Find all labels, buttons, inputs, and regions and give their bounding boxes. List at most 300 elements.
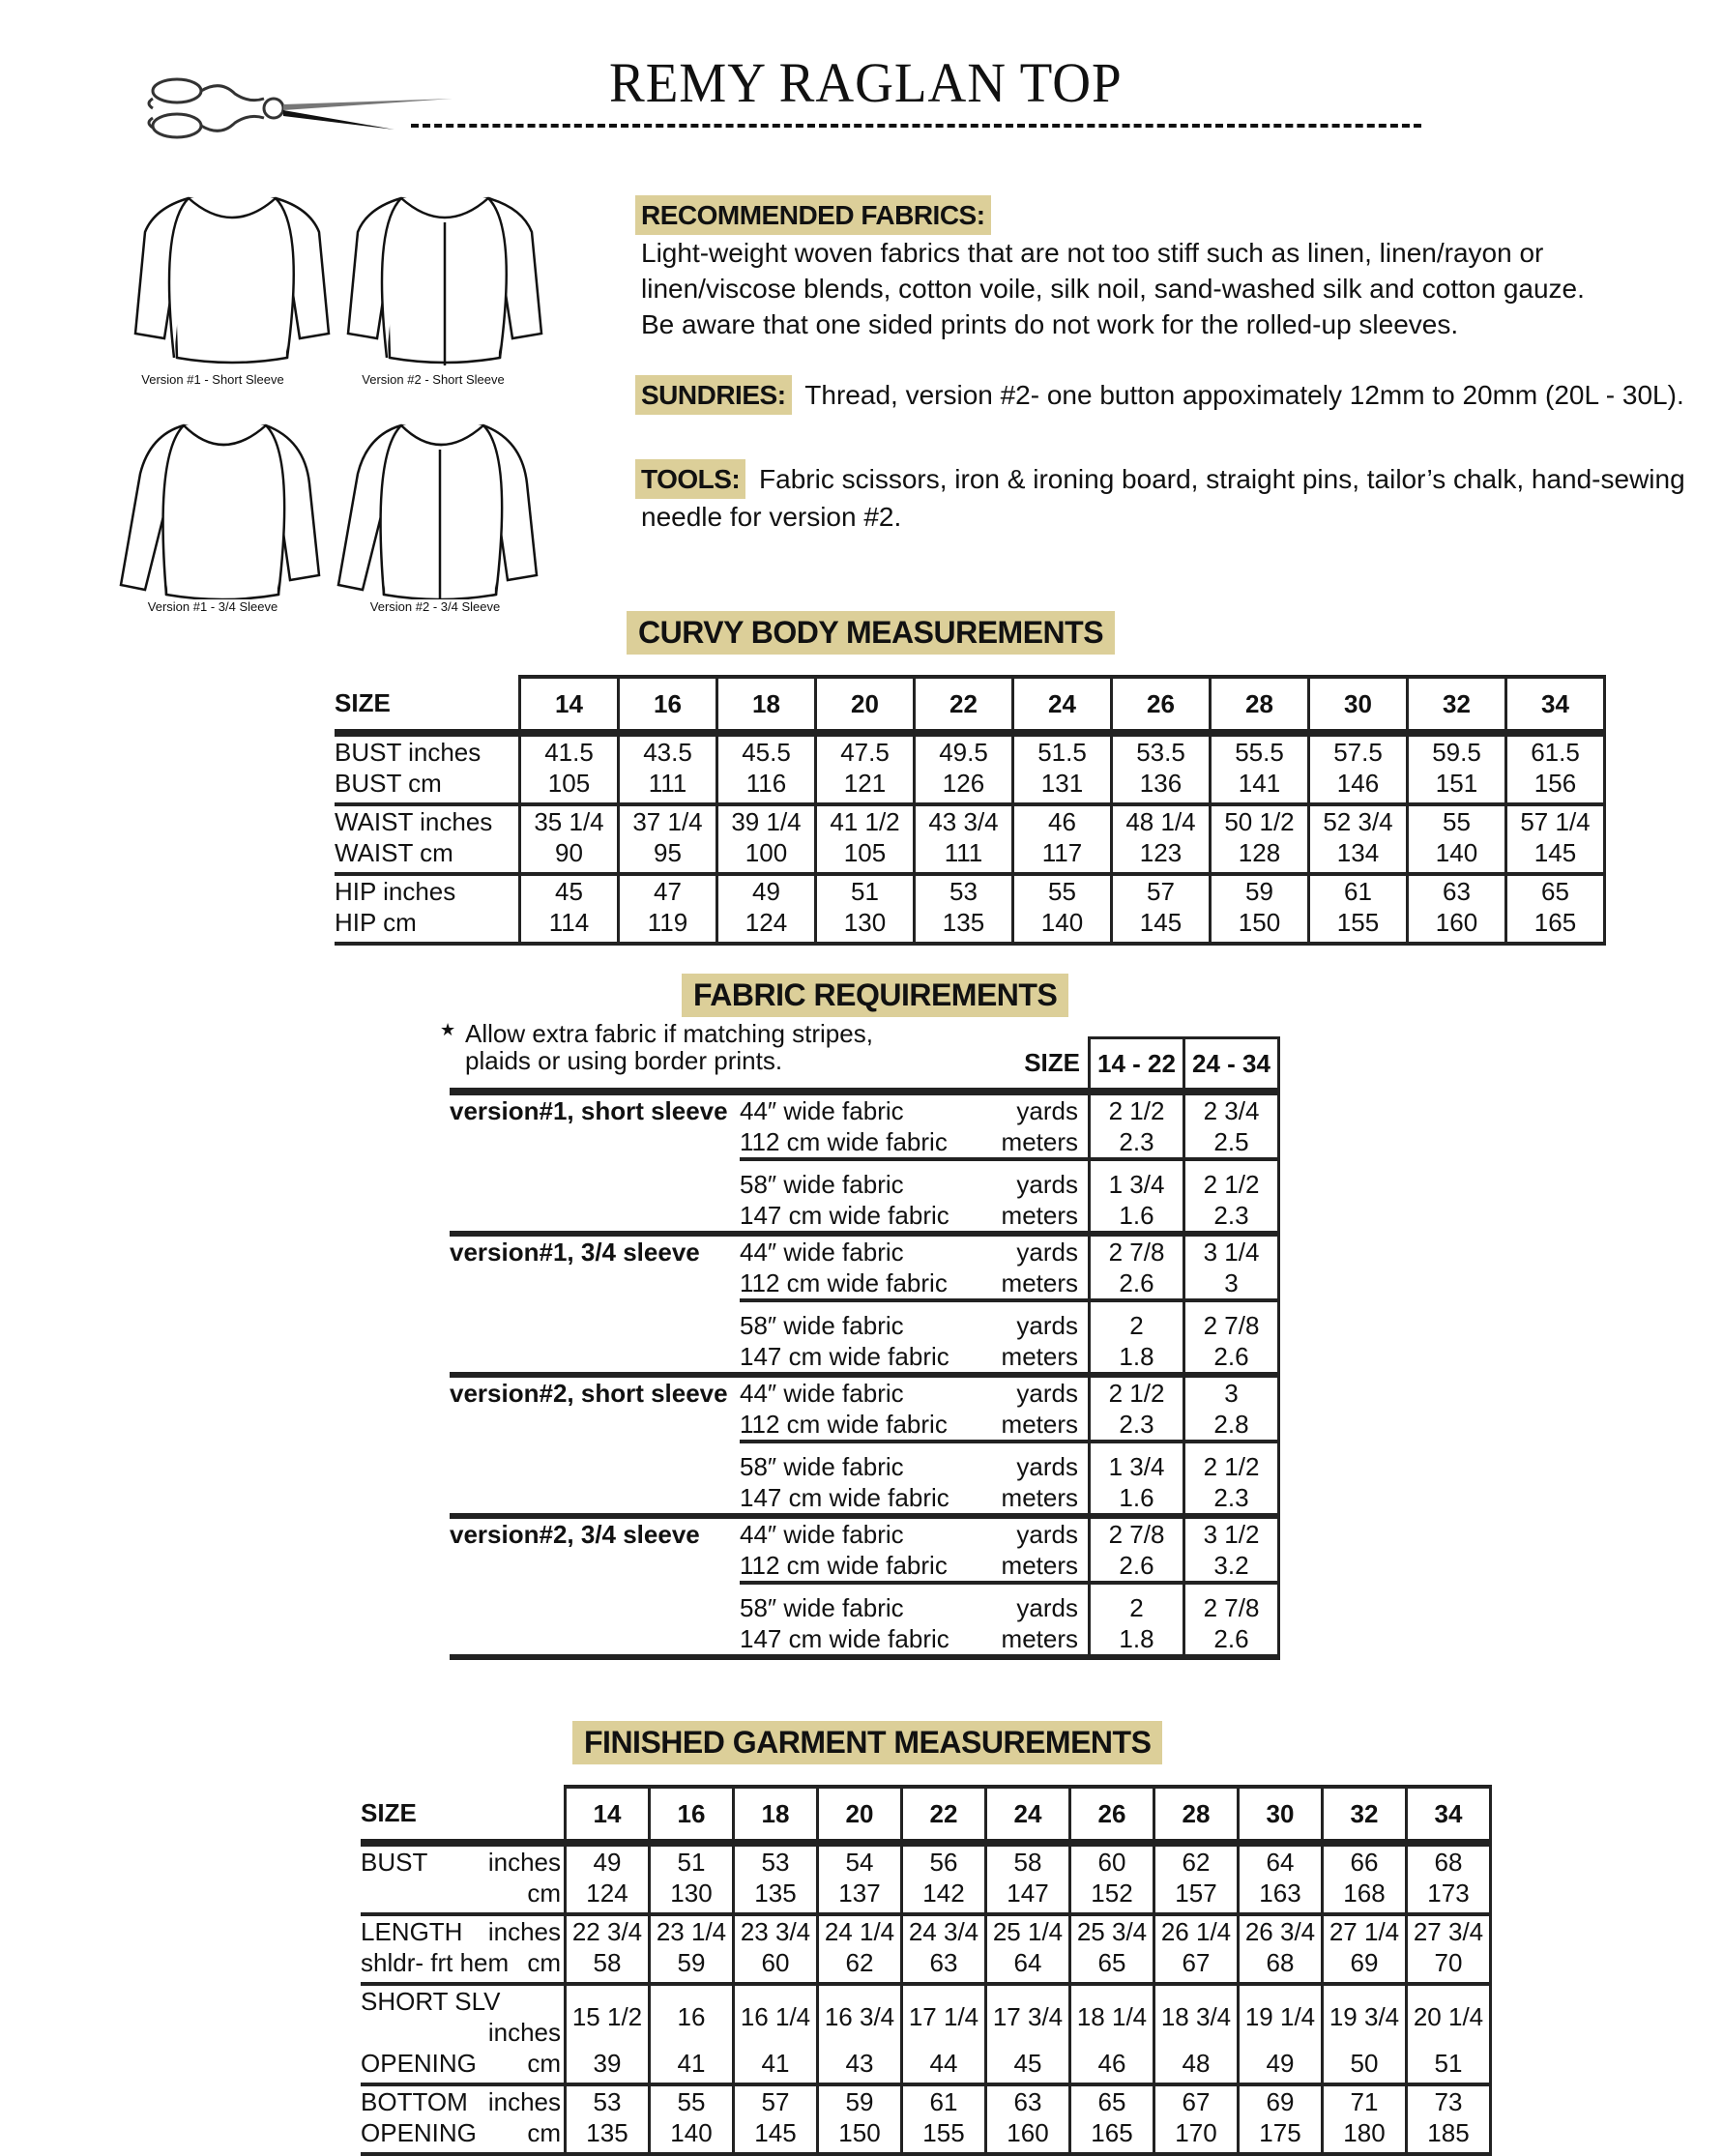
row-label: WAIST cm xyxy=(335,837,520,874)
value-cell: 73 xyxy=(1407,2084,1491,2117)
value-cell: 60 xyxy=(1070,1843,1154,1878)
value-cell: 59.5 xyxy=(1408,733,1506,768)
value-cell: 46 xyxy=(1070,2048,1154,2084)
value-cell: 44 xyxy=(902,2048,986,2084)
value-cell: 65 xyxy=(1070,1947,1154,1984)
row-unit: inches xyxy=(487,2087,561,2116)
value-cell: 18 1/4 xyxy=(1070,1984,1154,2048)
value-cell: 57 xyxy=(734,2084,818,2117)
unit: meters xyxy=(972,1550,1090,1583)
size-cell: 26 xyxy=(1070,1787,1154,1843)
value-cell: 160 xyxy=(1408,907,1506,944)
value-cell: 90 xyxy=(520,837,619,874)
table-row xyxy=(361,1843,1491,1878)
size-label: SIZE xyxy=(361,1798,417,1827)
value-cell: 145 xyxy=(734,2117,818,2154)
table-row xyxy=(450,1310,1279,1341)
sundries-section xyxy=(635,375,1684,415)
value-cell: 2 7/8 xyxy=(1184,1310,1279,1341)
value-cell: 124 xyxy=(566,1878,650,1914)
size-header-row xyxy=(335,677,1605,733)
size-cell: 20 xyxy=(818,1787,902,1843)
table-row xyxy=(450,1092,1279,1126)
value-cell: 130 xyxy=(816,907,915,944)
recommended-fabrics-section xyxy=(635,195,1585,342)
row-unit: cm xyxy=(527,2049,561,2078)
unit: yards xyxy=(1016,1170,1078,1199)
tools-label: TOOLS: xyxy=(635,459,745,499)
value-cell: 46 xyxy=(1013,804,1112,837)
value-cell: 1.6 xyxy=(1090,1482,1184,1516)
table-row xyxy=(335,804,1605,837)
value-cell: 63 xyxy=(1408,874,1506,907)
version-label xyxy=(450,1550,740,1583)
value-cell: 2.5 xyxy=(1184,1126,1279,1159)
value-cell: 43 3/4 xyxy=(915,804,1013,837)
value-cell: 180 xyxy=(1323,2117,1407,2154)
value-cell: 151 xyxy=(1408,768,1506,804)
value-cell: 2.3 xyxy=(1090,1409,1184,1442)
row-label xyxy=(361,1947,566,1984)
value-cell: 70 xyxy=(1407,1947,1491,1984)
table-row xyxy=(450,1375,1279,1409)
fabric-width: 44″ wide fabric xyxy=(740,1379,904,1408)
value-cell: 26 1/4 xyxy=(1154,1914,1239,1947)
size-cell: 16 xyxy=(650,1787,734,1843)
value-cell: 49.5 xyxy=(915,733,1013,768)
value-cell: 45 xyxy=(520,874,619,907)
unit: meters xyxy=(972,1482,1090,1516)
value-cell: 35 1/4 xyxy=(520,804,619,837)
row-label xyxy=(361,1914,566,1947)
value-cell: 185 xyxy=(1407,2117,1491,2154)
table-row xyxy=(361,2084,1491,2117)
value-cell: 165 xyxy=(1070,2117,1154,2154)
row-name: OPENING xyxy=(361,2049,477,2078)
value-cell: 135 xyxy=(915,907,1013,944)
version-label xyxy=(450,1341,740,1375)
value-cell: 18 3/4 xyxy=(1154,1984,1239,2048)
value-cell: 58 xyxy=(986,1843,1070,1878)
row-unit: inches xyxy=(487,2018,561,2047)
value-cell: 57 xyxy=(1112,874,1211,907)
value-cell: 47 xyxy=(619,874,717,907)
value-cell: 126 xyxy=(915,768,1013,804)
value-cell: 140 xyxy=(650,2117,734,2154)
value-cell: 135 xyxy=(734,1878,818,1914)
fabric-width: 112 cm wide fabric xyxy=(740,1550,972,1583)
fabric-width: 147 cm wide fabric xyxy=(740,1623,972,1657)
value-cell: 55 xyxy=(1408,804,1506,837)
value-cell: 111 xyxy=(619,768,717,804)
value-cell: 26 3/4 xyxy=(1239,1914,1323,1947)
value-cell: 63 xyxy=(902,1947,986,1984)
value-cell: 146 xyxy=(1309,768,1408,804)
value-cell: 111 xyxy=(915,837,1013,874)
finished-garment-table xyxy=(361,1785,1492,2156)
fabric-width: 58″ wide fabric xyxy=(740,1593,904,1622)
text-line: Light-weight woven fabrics that are not too stiff such as linen, linen/rayon or xyxy=(641,238,1544,268)
unit: meters xyxy=(972,1341,1090,1375)
table-row xyxy=(450,1451,1279,1482)
illustration-v2-short-sleeve xyxy=(343,189,546,372)
value-cell: 55 xyxy=(1013,874,1112,907)
fabric-header-row xyxy=(450,1038,1279,1093)
size-cell: 18 xyxy=(717,677,816,733)
value-cell: 157 xyxy=(1154,1878,1239,1914)
value-cell: 64 xyxy=(1239,1843,1323,1878)
value-cell: 53.5 xyxy=(1112,733,1211,768)
fabric-width: 58″ wide fabric xyxy=(740,1311,904,1340)
value-cell: 51 xyxy=(650,1843,734,1878)
value-cell: 61 xyxy=(1309,874,1408,907)
fabric-width: 147 cm wide fabric xyxy=(740,1200,972,1234)
sundries-text: Thread, version #2- one button appoximately 12mm to 20mm (20L - 30L). xyxy=(804,380,1684,410)
fabric-width: 44″ wide fabric xyxy=(740,1238,904,1267)
dashed-divider xyxy=(411,124,1421,128)
value-cell: 1 3/4 xyxy=(1090,1169,1184,1200)
row-unit: inches xyxy=(487,1848,561,1877)
value-cell: 48 xyxy=(1154,2048,1239,2084)
value-cell: 105 xyxy=(816,837,915,874)
value-cell: 25 3/4 xyxy=(1070,1914,1154,1947)
size-cell: 22 xyxy=(915,677,1013,733)
row-label xyxy=(361,2117,566,2154)
scissors-icon xyxy=(143,70,462,152)
row-label: WAIST inches xyxy=(335,807,493,836)
value-cell: 135 xyxy=(566,2117,650,2154)
value-cell: 124 xyxy=(717,907,816,944)
illustration-v1-three-quarter-sleeve xyxy=(116,416,329,604)
version-label: version#1, 3/4 sleeve xyxy=(450,1238,700,1267)
value-cell: 39 xyxy=(566,2048,650,2084)
size-cell: 32 xyxy=(1323,1787,1407,1843)
value-cell: 25 1/4 xyxy=(986,1914,1070,1947)
value-cell: 59 xyxy=(650,1947,734,1984)
value-cell: 119 xyxy=(619,907,717,944)
row-name: LENGTH xyxy=(361,1917,463,1946)
value-cell: 3 xyxy=(1184,1375,1279,1409)
value-cell: 43 xyxy=(818,2048,902,2084)
row-unit: cm xyxy=(527,1948,561,1977)
value-cell: 43.5 xyxy=(619,733,717,768)
value-cell: 2 1/2 xyxy=(1090,1092,1184,1126)
value-cell: 37 1/4 xyxy=(619,804,717,837)
value-cell: 2.6 xyxy=(1090,1267,1184,1300)
table-row xyxy=(450,1341,1279,1375)
value-cell: 170 xyxy=(1154,2117,1239,2154)
value-cell: 53 xyxy=(915,874,1013,907)
value-cell: 50 1/2 xyxy=(1211,804,1309,837)
version-label xyxy=(450,1169,740,1200)
value-cell: 2.3 xyxy=(1090,1126,1184,1159)
value-cell: 142 xyxy=(902,1878,986,1914)
version-label: version#2, short sleeve xyxy=(450,1379,728,1408)
value-cell: 140 xyxy=(1408,837,1506,874)
unit: meters xyxy=(972,1623,1090,1657)
table-row xyxy=(335,733,1605,768)
fabric-requirements-table xyxy=(450,1036,1280,1660)
size-cell: 34 xyxy=(1506,677,1605,733)
table-row xyxy=(450,1550,1279,1583)
size-cell: 24 xyxy=(1013,677,1112,733)
row-label: HIP inches xyxy=(335,877,456,906)
spacer-row xyxy=(450,1300,1279,1310)
spacer-row xyxy=(450,1159,1279,1169)
caption: Version #2 - Short Sleeve xyxy=(362,372,505,387)
value-cell: 2 7/8 xyxy=(1184,1592,1279,1623)
illustration-v1-short-sleeve xyxy=(131,189,334,372)
value-cell: 61 xyxy=(902,2084,986,2117)
curvy-section-title: CURVY BODY MEASUREMENTS xyxy=(627,611,1115,655)
value-cell: 2.6 xyxy=(1184,1341,1279,1375)
value-cell: 150 xyxy=(1211,907,1309,944)
version-label xyxy=(450,1451,740,1482)
value-cell: 69 xyxy=(1323,1947,1407,1984)
unit: meters xyxy=(972,1200,1090,1234)
size-cell: 34 xyxy=(1407,1787,1491,1843)
value-cell: 168 xyxy=(1323,1878,1407,1914)
value-cell: 137 xyxy=(818,1878,902,1914)
value-cell: 163 xyxy=(1239,1878,1323,1914)
fabric-width: 112 cm wide fabric xyxy=(740,1409,972,1442)
size-label: SIZE xyxy=(1024,1048,1080,1078)
table-row xyxy=(361,1914,1491,1947)
size-header-row xyxy=(361,1787,1491,1843)
value-cell: 59 xyxy=(818,2084,902,2117)
row-unit: inches xyxy=(487,1917,561,1946)
row-label: HIP cm xyxy=(335,907,520,944)
value-cell: 69 xyxy=(1239,2084,1323,2117)
table-row xyxy=(450,1623,1279,1657)
value-cell: 62 xyxy=(818,1947,902,1984)
tools-text-cont: needle for version #2. xyxy=(641,502,902,532)
size-cell: 32 xyxy=(1408,677,1506,733)
value-cell: 64 xyxy=(986,1947,1070,1984)
size-cell: 14 xyxy=(566,1787,650,1843)
value-cell: 123 xyxy=(1112,837,1211,874)
value-cell: 57.5 xyxy=(1309,733,1408,768)
value-cell: 1.8 xyxy=(1090,1341,1184,1375)
version-label xyxy=(450,1267,740,1300)
recommended-fabrics-label: RECOMMENDED FABRICS: xyxy=(635,195,991,235)
row-unit: cm xyxy=(527,1879,561,1908)
table-row xyxy=(450,1234,1279,1267)
value-cell: 100 xyxy=(717,837,816,874)
table-row xyxy=(361,1878,1491,1914)
value-cell: 45.5 xyxy=(717,733,816,768)
value-cell: 131 xyxy=(1013,768,1112,804)
version-label: version#2, 3/4 sleeve xyxy=(450,1520,700,1549)
value-cell: 41.5 xyxy=(520,733,619,768)
row-name: shldr- frt hem xyxy=(361,1948,510,1977)
value-cell: 15 1/2 xyxy=(566,1984,650,2048)
version-label xyxy=(450,1310,740,1341)
value-cell: 68 xyxy=(1407,1843,1491,1878)
version-label: version#1, short sleeve xyxy=(450,1096,728,1125)
row-label xyxy=(361,1843,566,1878)
value-cell: 116 xyxy=(717,768,816,804)
text-line: linen/viscose blends, cotton voile, silk noil, sand-washed silk and cotton gauze. xyxy=(641,274,1585,304)
value-cell: 140 xyxy=(1013,907,1112,944)
unit: yards xyxy=(1016,1379,1078,1408)
table-row xyxy=(450,1516,1279,1550)
value-cell: 57 1/4 xyxy=(1506,804,1605,837)
caption: Version #1 - Short Sleeve xyxy=(141,372,284,387)
unit: yards xyxy=(1016,1520,1078,1549)
unit: yards xyxy=(1016,1311,1078,1340)
row-label: BUST cm xyxy=(335,768,520,804)
value-cell: 145 xyxy=(1112,907,1211,944)
value-cell: 2.3 xyxy=(1184,1200,1279,1234)
table-row xyxy=(361,2117,1491,2154)
size-label: SIZE xyxy=(335,688,391,717)
value-cell: 17 3/4 xyxy=(986,1984,1070,2048)
value-cell: 62 xyxy=(1154,1843,1239,1878)
value-cell: 175 xyxy=(1239,2117,1323,2154)
table-row xyxy=(450,1482,1279,1516)
value-cell: 23 1/4 xyxy=(650,1914,734,1947)
sundries-label: SUNDRIES: xyxy=(635,375,792,415)
caption: Version #2 - 3/4 Sleeve xyxy=(369,599,501,614)
table-row xyxy=(361,1984,1491,2048)
value-cell: 49 xyxy=(717,874,816,907)
unit: yards xyxy=(1016,1593,1078,1622)
table-row xyxy=(361,2048,1491,2084)
value-cell: 51 xyxy=(816,874,915,907)
value-cell: 156 xyxy=(1506,768,1605,804)
value-cell: 2 7/8 xyxy=(1090,1516,1184,1550)
fabric-width: 112 cm wide fabric xyxy=(740,1267,972,1300)
value-cell: 39 1/4 xyxy=(717,804,816,837)
size-cell: 20 xyxy=(816,677,915,733)
caption: Version #1 - 3/4 Sleeve xyxy=(147,599,278,614)
size-cell: 30 xyxy=(1309,677,1408,733)
unit: yards xyxy=(1016,1096,1078,1125)
value-cell: 41 xyxy=(734,2048,818,2084)
table-row xyxy=(450,1409,1279,1442)
row-label xyxy=(361,2048,566,2084)
table-row xyxy=(335,874,1605,907)
value-cell: 2.6 xyxy=(1090,1550,1184,1583)
fabric-width: 58″ wide fabric xyxy=(740,1452,904,1481)
fabric-width: 58″ wide fabric xyxy=(740,1170,904,1199)
version-label xyxy=(450,1126,740,1159)
spacer-row xyxy=(450,1583,1279,1592)
table-row xyxy=(450,1200,1279,1234)
value-cell: 66 xyxy=(1323,1843,1407,1878)
table-row xyxy=(450,1267,1279,1300)
value-cell: 27 3/4 xyxy=(1407,1914,1491,1947)
value-cell: 134 xyxy=(1309,837,1408,874)
value-cell: 173 xyxy=(1407,1878,1491,1914)
version-label xyxy=(450,1623,740,1657)
value-cell: 55.5 xyxy=(1211,733,1309,768)
size-cell: 22 xyxy=(902,1787,986,1843)
unit: meters xyxy=(972,1409,1090,1442)
value-cell: 3 1/4 xyxy=(1184,1234,1279,1267)
size-cell: 16 xyxy=(619,677,717,733)
size-cell: 24 xyxy=(986,1787,1070,1843)
value-cell: 117 xyxy=(1013,837,1112,874)
value-cell: 23 3/4 xyxy=(734,1914,818,1947)
table-row xyxy=(450,1592,1279,1623)
fabric-section-title: FABRIC REQUIREMENTS xyxy=(682,974,1068,1017)
value-cell: 19 3/4 xyxy=(1323,1984,1407,2048)
row-label: BUST inches xyxy=(335,738,482,767)
version-label xyxy=(450,1592,740,1623)
value-cell: 56 xyxy=(902,1843,986,1878)
note-line: Allow extra fabric if matching stripes, xyxy=(465,1019,873,1048)
value-cell: 41 xyxy=(650,2048,734,2084)
row-unit: cm xyxy=(527,2118,561,2147)
table-row xyxy=(335,837,1605,874)
value-cell: 130 xyxy=(650,1878,734,1914)
size-cell: 26 xyxy=(1112,677,1211,733)
value-cell: 155 xyxy=(902,2117,986,2154)
value-cell: 68 xyxy=(1239,1947,1323,1984)
star-icon: ★ xyxy=(440,1020,456,1039)
value-cell: 54 xyxy=(818,1843,902,1878)
value-cell: 3.2 xyxy=(1184,1550,1279,1583)
value-cell: 3 xyxy=(1184,1267,1279,1300)
value-cell: 2 1/2 xyxy=(1184,1451,1279,1482)
fabric-width: 44″ wide fabric xyxy=(740,1096,904,1125)
value-cell: 71 xyxy=(1323,2084,1407,2117)
fabric-width: 147 cm wide fabric xyxy=(740,1341,972,1375)
value-cell: 16 1/4 xyxy=(734,1984,818,2048)
version-label xyxy=(450,1200,740,1234)
value-cell: 20 1/4 xyxy=(1407,1984,1491,2048)
fabric-width: 147 cm wide fabric xyxy=(740,1482,972,1516)
version-label xyxy=(450,1482,740,1516)
spacer-row xyxy=(450,1442,1279,1451)
row-label xyxy=(361,1984,566,2048)
size-cell: 28 xyxy=(1211,677,1309,733)
value-cell: 95 xyxy=(619,837,717,874)
value-cell: 22 3/4 xyxy=(566,1914,650,1947)
value-cell: 147 xyxy=(986,1878,1070,1914)
value-cell: 136 xyxy=(1112,768,1211,804)
value-cell: 59 xyxy=(1211,874,1309,907)
size-cell: 18 xyxy=(734,1787,818,1843)
value-cell: 160 xyxy=(986,2117,1070,2154)
value-cell: 2 3/4 xyxy=(1184,1092,1279,1126)
unit: meters xyxy=(972,1126,1090,1159)
value-cell: 145 xyxy=(1506,837,1605,874)
finished-section-title: FINISHED GARMENT MEASUREMENTS xyxy=(572,1721,1162,1764)
value-cell: 2.6 xyxy=(1184,1623,1279,1657)
value-cell: 2.3 xyxy=(1184,1482,1279,1516)
value-cell: 19 1/4 xyxy=(1239,1984,1323,2048)
value-cell: 45 xyxy=(986,2048,1070,2084)
value-cell: 67 xyxy=(1154,1947,1239,1984)
page-title: REMY RAGLAN TOP xyxy=(609,51,1123,114)
value-cell: 47.5 xyxy=(816,733,915,768)
value-cell: 165 xyxy=(1506,907,1605,944)
note-line: plaids or using border prints. xyxy=(465,1046,783,1075)
value-cell: 53 xyxy=(734,1843,818,1878)
table-row xyxy=(335,907,1605,944)
row-name: BUST xyxy=(361,1848,428,1877)
row-label xyxy=(361,2084,566,2117)
value-cell: 105 xyxy=(520,768,619,804)
value-cell: 61.5 xyxy=(1506,733,1605,768)
value-cell: 55 xyxy=(650,2084,734,2117)
value-cell: 50 xyxy=(1323,2048,1407,2084)
table-row xyxy=(450,1169,1279,1200)
table-row xyxy=(335,768,1605,804)
